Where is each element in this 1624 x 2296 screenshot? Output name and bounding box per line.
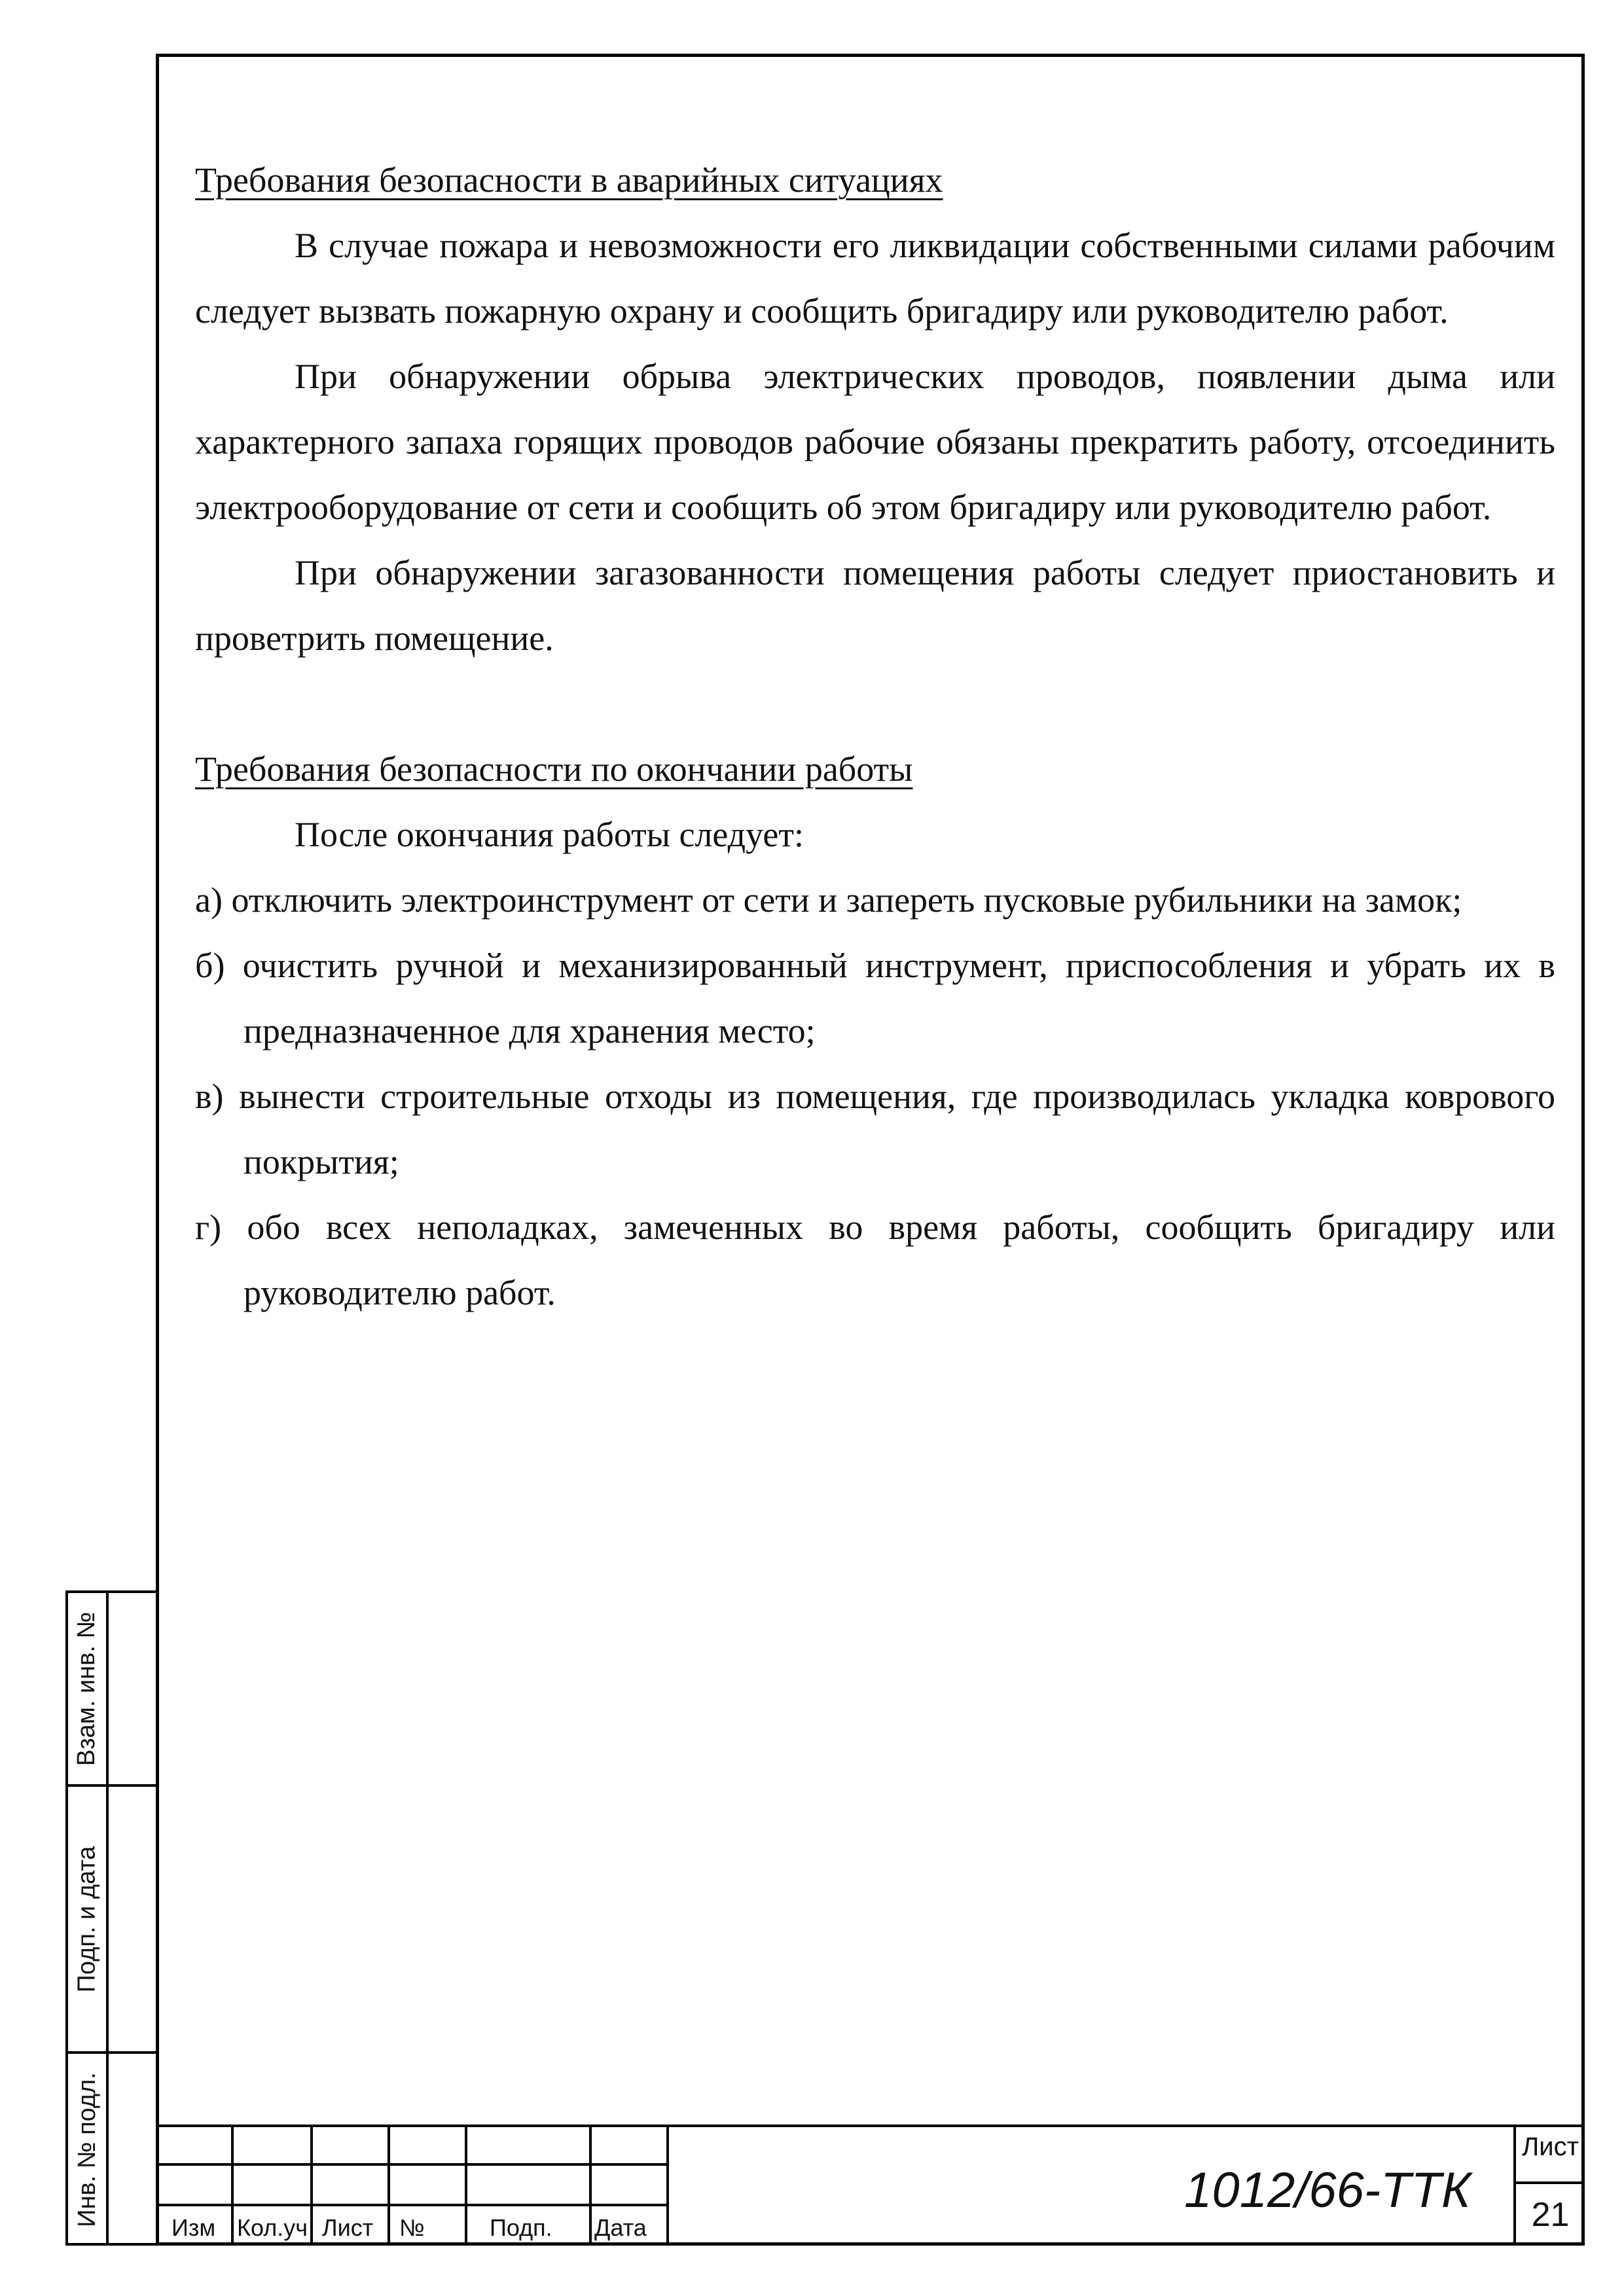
column-label-signature: Подп. (490, 2214, 552, 2241)
side-stamp-cell-replacement-inventory (68, 1593, 156, 1787)
side-stamp-cell-signature-date (68, 1787, 156, 2054)
list-item: а) отключить электроинструмент от сети и запереть пусковые рубильники на замок; (195, 880, 1462, 920)
paragraph: В случае пожара и невозможности его ликвидации собственными силами рабочим следует вызвать пожарную охрану и сообщить бригадиру или руководителю работ. (195, 226, 1555, 331)
list-item: в) вынести строительные отходы из помещения, где производилась укладка коврового покрытия; (195, 1077, 1555, 1181)
column-label-sheet: Лист (322, 2214, 374, 2241)
section-heading-end-of-work: Требования безопасности по окончании работы (195, 749, 913, 789)
column-label-date: Дата (594, 2214, 647, 2241)
title-block (156, 2125, 1585, 2246)
sheet-number: 21 (1531, 2196, 1570, 2234)
sheet-label: Лист (1522, 2132, 1579, 2161)
title-block-line (666, 2127, 669, 2246)
title-block-line (310, 2127, 313, 2246)
title-block-line (156, 2163, 669, 2166)
paragraph: При обнаружении загазованности помещения работы следует приостановить и проветрить помещение. (195, 553, 1555, 658)
title-block-line (156, 2204, 669, 2206)
list-intro: После окончания работы следует: (295, 815, 804, 854)
list-item: г) обо всех неполадках, замеченных во время работы, сообщить бригадиру или руководителю работ. (195, 1208, 1555, 1312)
column-label-change: Изм (171, 2214, 216, 2241)
column-label-doc-number: № (399, 2214, 425, 2241)
side-stamp (65, 1590, 156, 2246)
document-number: 1012/66-ТТК (1184, 2162, 1471, 2218)
list-item: б) очистить ручной и механизированный инструмент, приспособления и убрать их в предназначенное для хранения место; (195, 946, 1555, 1050)
title-block-line (589, 2127, 592, 2246)
paragraph: При обнаружении обрыва электрических проводов, появлении дыма или характерного запаха горящих проводов рабочие обязаны прекратить работу, отсоединить электрооборудование от сети и сообщить об этом бригадиру или руководителю работ. (195, 357, 1555, 527)
document-body (195, 147, 1555, 1325)
title-block-line (231, 2127, 234, 2246)
side-stamp-cell-original-inventory (68, 2054, 156, 2246)
title-block-line (388, 2127, 390, 2246)
section-heading-emergency: Требования безопасности в аварийных ситуациях (195, 160, 943, 200)
column-label-quantity: Кол.уч (237, 2214, 308, 2241)
side-stamp-label: Подп. и дата (73, 1846, 101, 1992)
side-stamp-label: Взам. инв. № (73, 1611, 101, 1766)
title-block-line (465, 2127, 467, 2246)
side-stamp-label: Инв. № подл. (73, 2072, 101, 2227)
section-spacer (195, 671, 1555, 736)
